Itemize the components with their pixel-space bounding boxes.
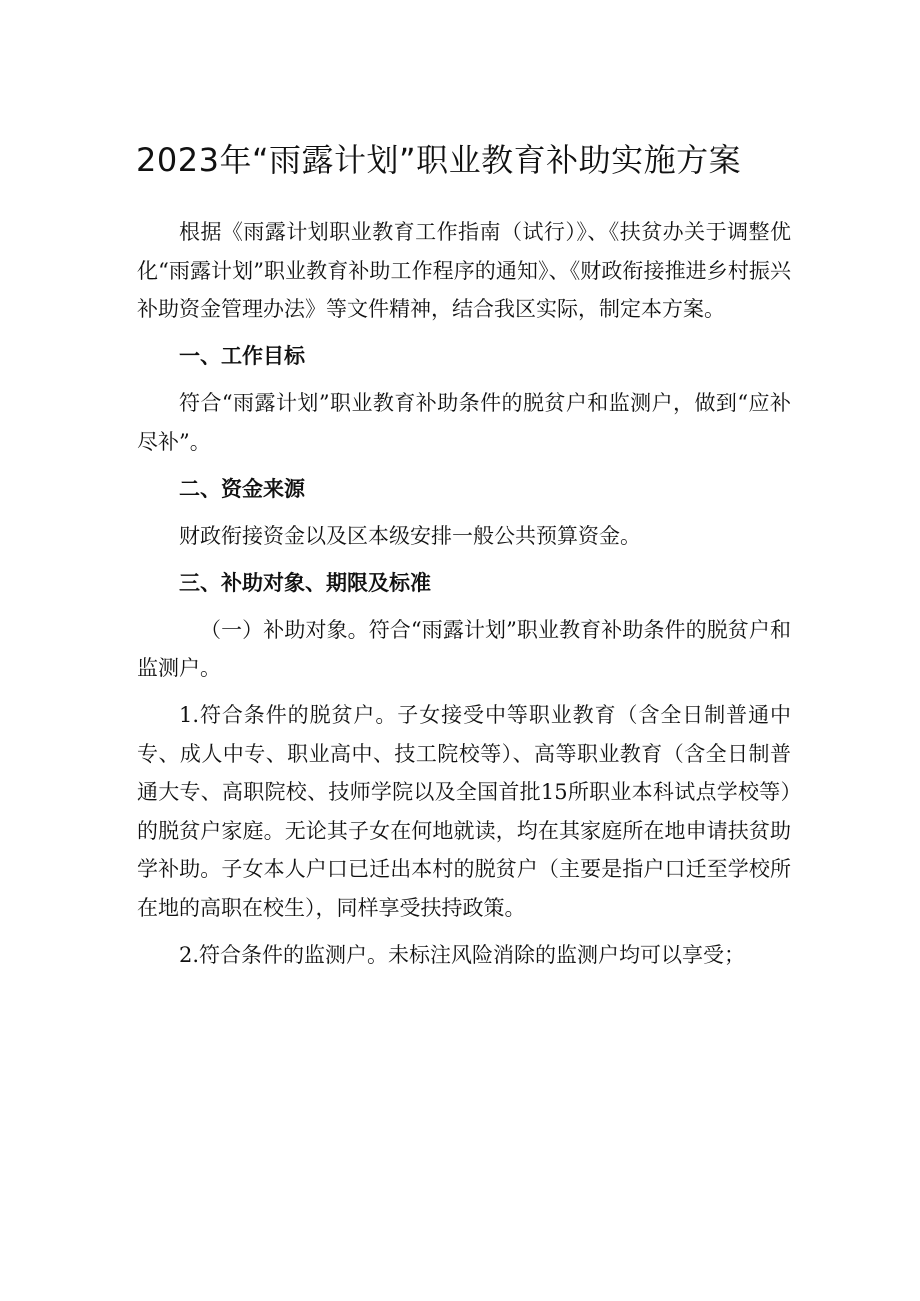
document-title: 2023年“雨露计划”职业教育补助实施方案 bbox=[136, 141, 742, 179]
fund-source-paragraph: 财政衔接资金以及区本级安排一般公共预算资金。 bbox=[179, 523, 641, 548]
section-heading-work-goal: 一、工作目标 bbox=[179, 344, 305, 368]
monitored-households-paragraph: 2.符合条件的监测户。未标注风险消除的监测户均可以享受； bbox=[179, 942, 746, 967]
eligible-households-paragraph: 1.符合条件的脱贫户。子女接受中等职业教育（含全日制普通中专、成人中专、职业高中、技工院校等）、高等职业教育（含全日制普通大专、高职院校、技师学院以及全国首批15所职业本科试点学校等）的脱贫户家庭。无论其子女在何地就读，均在其家庭所在地申请扶贫助学补助。子女本人户口已迁出本村的脱贫户（主要是指户口迁至学校所在地的高职在校生），同样享受扶持政策。 bbox=[137, 703, 791, 920]
section-heading-fund-source: 二、资金来源 bbox=[179, 476, 305, 501]
subsidy-target-paragraph: （一）补助对象。符合“雨露计划”职业教育补助条件的脱贫户和监测户。 bbox=[137, 617, 791, 680]
intro-paragraph: 根据《雨露计划职业教育工作指南（试行）》、《扶贫办关于调整优化“雨露计划”职业教育补助工作程序的通知》、《财政衔接推进乡村振兴补助资金管理办法》等文件精神，结合我区实际，制定本方案。 bbox=[137, 220, 791, 321]
section-heading-subsidy-target: 三、补助对象、期限及标准 bbox=[179, 570, 431, 595]
document-body bbox=[137, 213, 791, 983]
work-goal-paragraph: 符合“雨露计划”职业教育补助条件的脱贫户和监测户，做到“应补尽补”。 bbox=[137, 391, 791, 454]
